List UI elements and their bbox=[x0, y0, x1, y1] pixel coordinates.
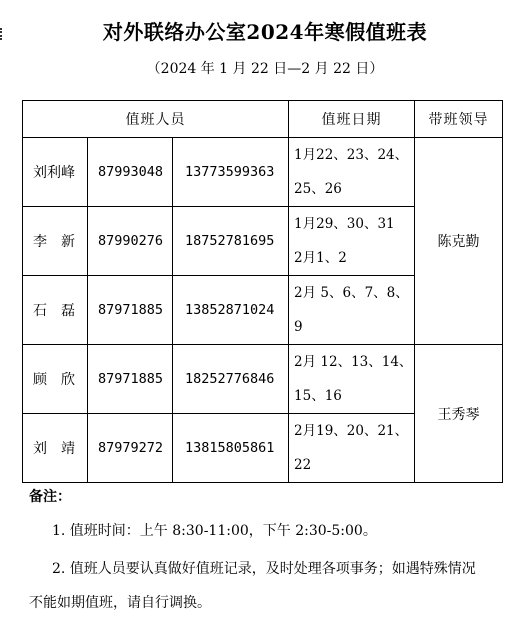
note-item: 1. 值班时间：上午 8:30-11:00，下午 2:30-5:00。 bbox=[52, 523, 377, 539]
duty-dates-line: 22 bbox=[294, 457, 312, 473]
duty-dates-line: 15、16 bbox=[294, 388, 342, 404]
table-row bbox=[23, 345, 503, 414]
header-leader: 带班领导 bbox=[415, 101, 503, 138]
duty-dates bbox=[289, 414, 415, 483]
duty-dates-line: 2月1、2 bbox=[294, 250, 347, 266]
duty-dates-line: 2月19、20、21、 bbox=[294, 423, 409, 439]
mobile-phone: 18252776846 bbox=[173, 345, 289, 414]
duty-dates bbox=[289, 345, 415, 414]
duty-dates-line: 25、26 bbox=[294, 181, 342, 197]
duty-dates bbox=[289, 138, 415, 207]
duty-dates bbox=[289, 276, 415, 345]
office-phone: 87993048 bbox=[88, 138, 173, 207]
leader-name: 王秀琴 bbox=[415, 345, 503, 483]
duty-dates-line: 1月22、23、24、 bbox=[294, 147, 409, 163]
duty-dates-line: 2月 12、13、14、 bbox=[294, 354, 413, 370]
duty-roster-table bbox=[22, 100, 503, 483]
header-date: 值班日期 bbox=[289, 101, 415, 138]
mobile-phone: 13852871024 bbox=[173, 276, 289, 345]
duty-dates-line: 1月29、30、31 bbox=[294, 216, 395, 232]
leader-name: 陈克勤 bbox=[415, 138, 503, 345]
note-item-continued: 不能如期值班，请自行调换。 bbox=[29, 595, 211, 611]
notes-heading: 备注： bbox=[29, 489, 71, 505]
mobile-phone: 13773599363 bbox=[173, 138, 289, 207]
staff-name: 顾 欣 bbox=[23, 345, 88, 414]
staff-name: 刘 靖 bbox=[23, 414, 88, 483]
office-phone: 87971885 bbox=[88, 276, 173, 345]
header-staff: 值班人员 bbox=[23, 101, 289, 138]
table-row bbox=[23, 138, 503, 207]
mobile-phone: 18752781695 bbox=[173, 207, 289, 276]
office-phone: 87971885 bbox=[88, 345, 173, 414]
page-title: 对外联络办公室2024年寒假值班表 bbox=[102, 20, 428, 44]
office-phone: 87979272 bbox=[88, 414, 173, 483]
staff-name: 刘利峰 bbox=[23, 138, 88, 207]
page-subtitle: （2024 年 1 月 22 日—2 月 22 日） bbox=[146, 61, 384, 77]
table-header-row bbox=[23, 101, 503, 138]
duty-dates-line: 2月 5、6、7、8、 bbox=[294, 285, 409, 301]
staff-name: 李 新 bbox=[23, 207, 88, 276]
note-item: 2. 值班人员要认真做好值班记录，及时处理各项事务；如遇特殊情况 bbox=[52, 561, 476, 577]
mobile-phone: 13815805861 bbox=[173, 414, 289, 483]
duty-dates bbox=[289, 207, 415, 276]
office-phone: 87990276 bbox=[88, 207, 173, 276]
duty-dates-line: 9 bbox=[294, 319, 303, 335]
staff-name: 石 磊 bbox=[23, 276, 88, 345]
